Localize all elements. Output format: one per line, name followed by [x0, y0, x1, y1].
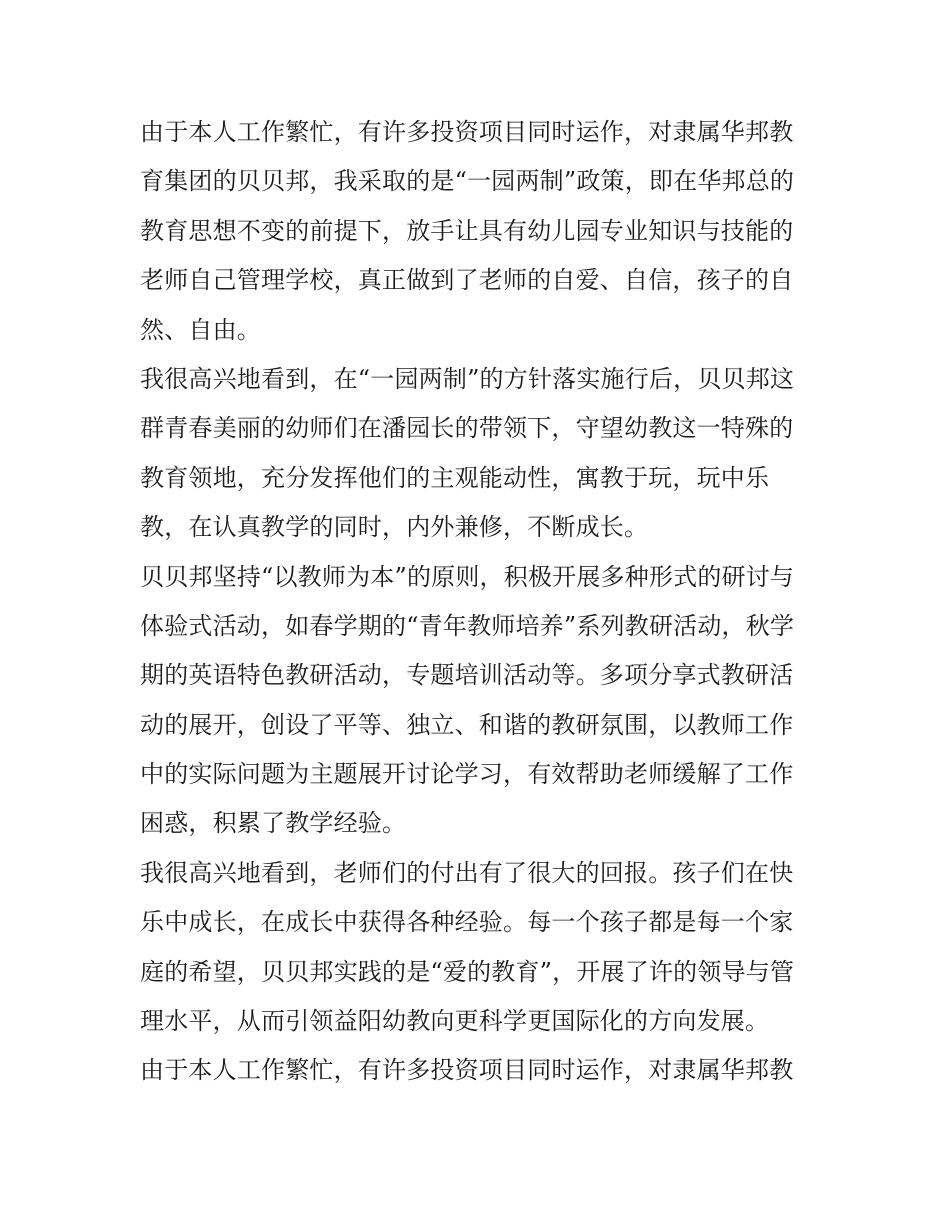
- text-line: 由于本人工作繁忙，有许多投资项目同时运作，对隶属华邦教: [140, 118, 794, 146]
- document-body: [140, 108, 820, 1096]
- paragraph-1: [140, 108, 820, 355]
- text-line: 教育领地，充分发挥他们的主观能动性，寓教于玩，玩中乐: [140, 463, 770, 492]
- text-line: 教育思想不变的前提下，放手让具有幼儿园专业知识与技能的: [140, 216, 794, 245]
- text-line: 理水平，从而引领益阳幼教向更科学更国际化的方向发展。: [140, 1007, 770, 1036]
- text-line: 我很高兴地看到，老师们的付出有了很大的回报。孩子们在快: [140, 858, 794, 887]
- text-line: 体验式活动，如春学期的“青年教师培养”系列教研活动，秋学: [140, 611, 795, 640]
- text-line: 中的实际问题为主题展开讨论学习，有效帮助老师缓解了工作: [140, 760, 794, 789]
- text-line: 老师自己管理学校，真正做到了老师的自爱、自信，孩子的自: [140, 266, 794, 295]
- text-line: 庭的希望，贝贝邦实践的是“爱的教育”，开展了许的领导与管: [140, 957, 795, 986]
- text-line: 群青春美丽的幼师们在潘园长的带领下，守望幼教这一特殊的: [140, 414, 794, 443]
- text-line: 由于本人工作繁忙，有许多投资项目同时运作，对隶属华邦教: [140, 1056, 794, 1085]
- paragraph-2: [140, 355, 820, 553]
- text-line: 教，在认真教学的同时，内外兼修，不断成长。: [140, 513, 649, 542]
- text-line: 育集团的贝贝邦，我采取的是“一园两制”政策，即在华邦总的: [140, 167, 795, 196]
- text-line: 乐中成长，在成长中获得各种经验。每一个孩子都是每一个家: [140, 908, 794, 937]
- text-line: 动的展开，创设了平等、独立、和谐的教研氛围，以教师工作: [140, 710, 794, 739]
- text-line: 困惑，积累了教学经验。: [140, 809, 407, 838]
- paragraph-5: [140, 1046, 820, 1095]
- paragraph-4: [140, 849, 820, 1047]
- text-line: 然、自由。: [140, 315, 261, 344]
- text-line: 我很高兴地看到，在“一园两制”的方针落实施行后，贝贝邦这: [140, 364, 795, 393]
- text-line: 贝贝邦坚持“以教师为本”的原则，积极开展多种形式的研讨与: [140, 562, 795, 591]
- paragraph-3: [140, 553, 820, 849]
- text-line: 期的英语特色教研活动，专题培训活动等。多项分享式教研活: [140, 661, 794, 690]
